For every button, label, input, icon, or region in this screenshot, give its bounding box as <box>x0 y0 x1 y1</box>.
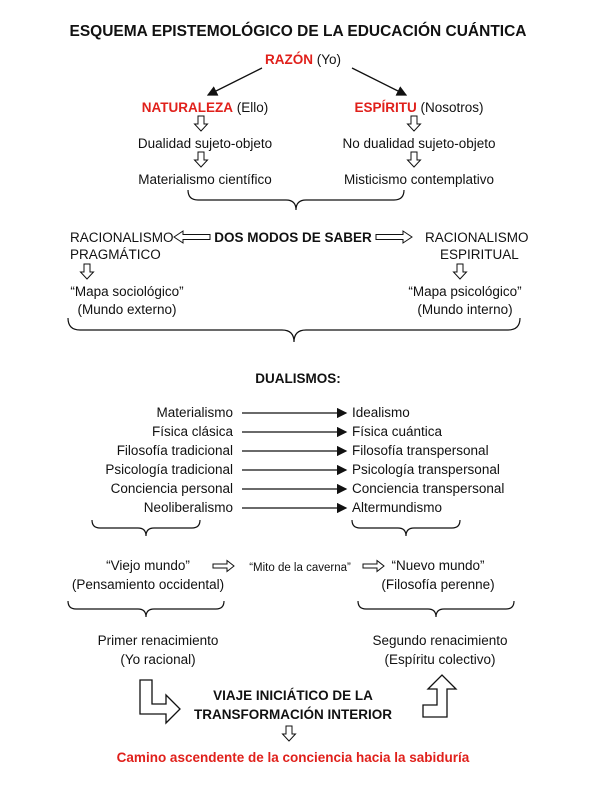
turn-right-arrow-icon <box>140 680 180 723</box>
left-mode-line1: RACIONALISMO <box>70 230 174 245</box>
dualism-to: Altermundismo <box>352 500 443 515</box>
first-renaissance-sub: (Yo racional) <box>120 652 196 667</box>
dualism-to: Física cuántica <box>352 424 443 439</box>
new-world: “Nuevo mundo” <box>391 558 485 573</box>
right-item-2: Misticismo contemplativo <box>343 172 495 187</box>
left-item-2: Materialismo científico <box>138 172 272 187</box>
dualism-from: Filosofía tradicional <box>116 443 233 458</box>
myth-label: “Mito de la caverna” <box>249 562 351 574</box>
brace-mid <box>68 318 520 342</box>
down-arrow-icon <box>408 116 421 131</box>
right-item-1: No dualidad sujeto-objeto <box>342 136 496 151</box>
dualism-from: Psicología tradicional <box>105 462 233 477</box>
old-world-sub: (Pensamiento occidental) <box>71 577 225 592</box>
dualism-arrows <box>242 413 346 508</box>
dualisms-heading: DUALISMOS: <box>255 371 341 386</box>
brace-top <box>188 190 404 210</box>
down-arrow-icon <box>408 152 421 167</box>
right-hollow-arrow-icon <box>376 231 412 243</box>
down-arrow-icon <box>81 264 94 279</box>
espiritu-node <box>354 100 483 116</box>
razon-node <box>265 52 341 68</box>
old-world: “Viejo mundo” <box>106 558 190 573</box>
dualism-from: Conciencia personal <box>110 481 233 496</box>
down-arrow-icon <box>454 264 467 279</box>
page-title: ESQUEMA EPISTEMOLÓGICO DE LA EDUCACIÓN CUÁNTICA <box>69 23 527 40</box>
modes-center: DOS MODOS DE SABER <box>214 230 372 245</box>
left-map-sub: (Mundo externo) <box>77 302 177 317</box>
right-map-sub: (Mundo interno) <box>417 302 513 317</box>
second-renaissance: Segundo renacimiento <box>372 633 508 648</box>
naturaleza-label: NATURALEZA <box>141 100 233 115</box>
dualism-from: Materialismo <box>156 405 233 420</box>
down-arrow-icon <box>195 152 208 167</box>
naturaleza-sub: (Ello) <box>236 100 269 115</box>
naturaleza-node <box>142 100 269 116</box>
dualism-from: Física clásica <box>151 424 233 439</box>
first-renaissance: Primer renacimiento <box>97 633 219 648</box>
right-hollow-arrow-icon <box>363 561 384 572</box>
right-mode-line1: RACIONALISMO <box>425 230 529 245</box>
left-item-1: Dualidad sujeto-objeto <box>137 136 273 151</box>
brace-dual-left <box>92 520 200 536</box>
journey-line1: VIAJE INICIÁTICO DE LA <box>213 688 373 703</box>
right-mode-line2: ESPIRITUAL <box>440 247 519 262</box>
dualism-from: Neoliberalismo <box>143 500 233 515</box>
razon-sub: (Yo) <box>316 52 342 67</box>
new-world-sub: (Filosofía perenne) <box>381 577 495 592</box>
second-renaissance-sub: (Espíritu colectivo) <box>384 652 496 667</box>
dualism-to: Filosofía transpersonal <box>352 443 489 458</box>
left-mode-line2: PRAGMÁTICO <box>70 247 161 262</box>
arrow-razon-to-espiritu <box>352 68 406 95</box>
dualism-to: Psicología transpersonal <box>352 462 500 477</box>
left-hollow-arrow-icon <box>174 231 210 243</box>
right-hollow-arrow-icon <box>213 561 234 572</box>
right-map: “Mapa psicológico” <box>408 284 522 299</box>
espiritu-label: ESPÍRITU <box>354 100 417 115</box>
left-map: “Mapa sociológico” <box>70 284 184 299</box>
journey-line2: TRANSFORMACIÓN INTERIOR <box>194 707 392 722</box>
brace-dual-right <box>352 520 460 536</box>
footer-path: Camino ascendente de la conciencia hacia la sabiduría <box>116 750 470 765</box>
dualism-to: Idealismo <box>352 405 410 420</box>
dualism-to: Conciencia transpersonal <box>352 481 505 496</box>
down-arrow-icon <box>283 726 296 741</box>
espiritu-sub: (Nosotros) <box>420 100 484 115</box>
down-arrow-icon <box>195 116 208 131</box>
brace-old-world <box>68 601 224 617</box>
razon-label: RAZÓN <box>264 52 313 67</box>
turn-up-arrow-icon <box>423 675 456 717</box>
brace-new-world <box>358 601 514 617</box>
arrow-razon-to-naturaleza <box>208 68 262 95</box>
